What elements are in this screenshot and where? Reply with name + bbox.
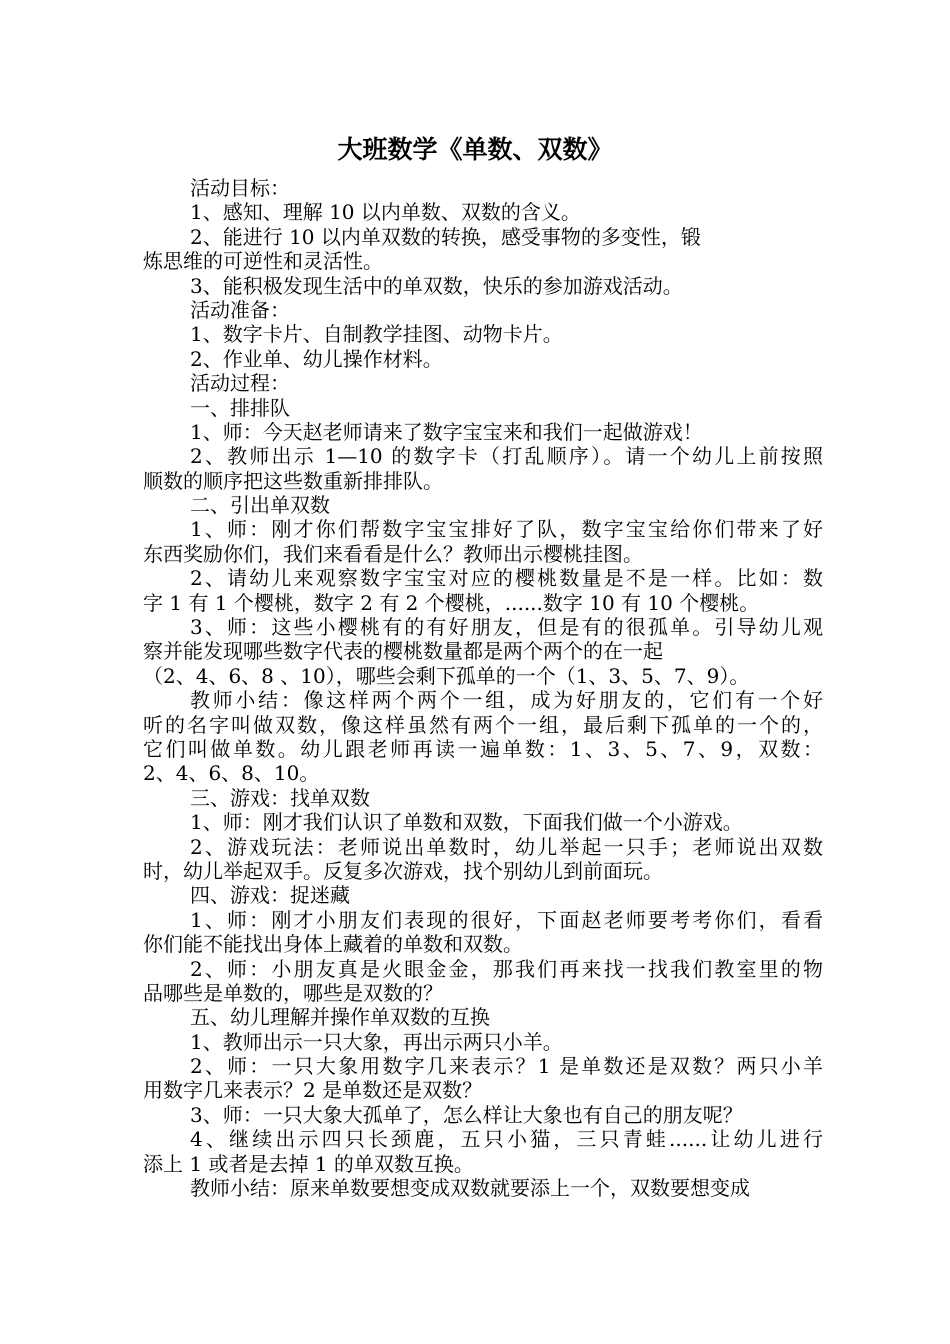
text-line: 2、教师出示 1—10 的数字卡（打乱顺序）。请一个幼儿上前按照 xyxy=(190,444,823,469)
text-line: 2、师：一只大象用数字几来表示？1 是单数还是双数？两只小羊 xyxy=(190,1054,823,1079)
text-line: 字 1 有 1 个樱桃，数字 2 有 2 个樱桃，......数字 10 有 10 个樱桃。 xyxy=(143,590,760,615)
text-line: 2、请幼儿来观察数字宝宝对应的樱桃数量是不是一样。比如：数 xyxy=(190,566,823,591)
text-line: 顺数的顺序把这些数重新排排队。 xyxy=(143,468,443,493)
text-line: 1、师：今天赵老师请来了数字宝宝来和我们一起做游戏！ xyxy=(190,419,703,444)
text-line: 教师小结：原来单数要想变成双数就要添上一个，双数要想变成 xyxy=(190,1176,750,1201)
text-line: 2、游戏玩法：老师说出单数时，幼儿举起一只手；老师说出双数 xyxy=(190,834,823,859)
section-heading: 三、游戏：找单双数 xyxy=(190,785,370,810)
text-line: 你们能不能找出身体上藏着的单数和双数。 xyxy=(143,932,523,957)
text-line: 3、师：这些小樱桃有的有好朋友，但是有的很孤单。引导幼儿观 xyxy=(190,615,823,640)
text-line: 3、师：一只大象大孤单了，怎么样让大象也有自己的朋友呢？ xyxy=(190,1102,743,1127)
text-line: 察并能发现哪些数字代表的樱桃数量都是两个两个的在一起 xyxy=(143,639,663,664)
text-line: 1、数字卡片、自制教学挂图、动物卡片。 xyxy=(190,322,563,347)
text-line: 2、作业单、幼儿操作材料。 xyxy=(190,346,443,371)
text-line: 活动目标： xyxy=(190,176,290,200)
text-line: 活动过程： xyxy=(190,371,290,396)
text-line: 4、继续出示四只长颈鹿，五只小猫，三只青蛙......让幼儿进行 xyxy=(190,1127,823,1152)
section-heading: 四、游戏：捉迷藏 xyxy=(190,883,350,908)
document-title: 大班数学《单数、双数》 xyxy=(337,135,613,164)
text-line: 1、师：刚才你们帮数字宝宝排好了队，数字宝宝给你们带来了好 xyxy=(190,517,823,542)
text-line: 它们叫做单数。幼儿跟老师再读一遍单数：1、3、5、7、9，双数： xyxy=(143,736,823,761)
text-line: 东西奖励你们，我们来看看是什么？教师出示樱桃挂图。 xyxy=(143,541,643,566)
text-line: 1、教师出示一只大象，再出示两只小羊。 xyxy=(190,1029,563,1054)
text-line: 添上 1 或者是去掉 1 的单双数互换。 xyxy=(143,1151,474,1176)
text-line: 3、能积极发现生活中的单双数，快乐的参加游戏活动。 xyxy=(190,273,683,298)
text-line: 1、师：刚才小朋友们表现的很好，下面赵老师要考考你们，看看 xyxy=(190,907,823,932)
text-line: 1、感知、理解 10 以内单数、双数的含义。 xyxy=(190,200,581,225)
text-line: 时，幼儿举起双手。反复多次游戏，找个别幼儿到前面玩。 xyxy=(143,858,663,883)
text-line: 2、能进行 10 以内单双数的转换，感受事物的多变性，锻 xyxy=(190,224,701,249)
document-body xyxy=(143,176,823,1200)
text-line: 听的名字叫做双数，像这样虽然有两个一组，最后剩下孤单的一个的， xyxy=(143,712,823,737)
text-line: 活动准备： xyxy=(190,297,290,322)
section-heading: 一、排排队 xyxy=(190,395,290,420)
text-line: 教师小结：像这样两个两个一组，成为好朋友的，它们有一个好 xyxy=(190,688,823,713)
text-line: 品哪些是单数的，哪些是双数的？ xyxy=(143,980,443,1005)
text-line: 用数字几来表示？2 是单数还是双数？ xyxy=(143,1078,483,1103)
section-heading: 五、幼儿理解并操作单双数的互换 xyxy=(190,1005,490,1030)
section-heading: 二、引出单双数 xyxy=(190,493,330,518)
text-line: 2、4、6、8、10。 xyxy=(143,761,320,786)
text-line: 炼思维的可逆性和灵活性。 xyxy=(143,249,383,274)
text-line: 2、师：小朋友真是火眼金金，那我们再来找一找我们教室里的物 xyxy=(190,956,823,981)
text-line: （2、4、6、8 、10），哪些会剩下孤单的一个（1、3、5、7、9）。 xyxy=(143,663,750,688)
text-line: 1、师：刚才我们认识了单数和双数，下面我们做一个小游戏。 xyxy=(190,810,743,835)
